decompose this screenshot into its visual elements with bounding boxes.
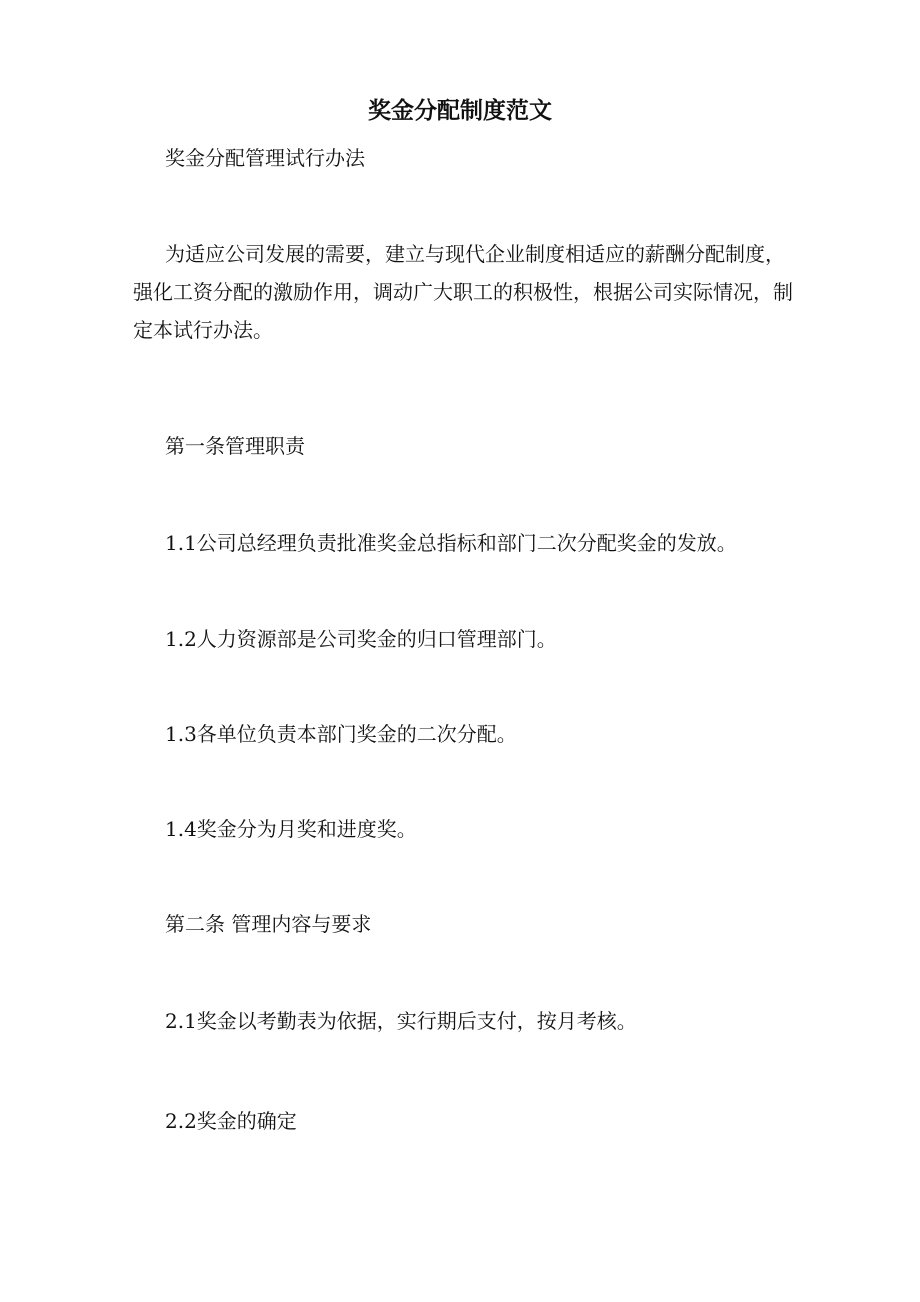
document-subtitle: 奖金分配管理试行办法 bbox=[165, 146, 365, 170]
article-1-heading: 第一条管理职责 bbox=[165, 434, 305, 458]
document-title: 奖金分配制度范文 bbox=[368, 97, 552, 124]
article-2-heading: 第二条 管理内容与要求 bbox=[165, 912, 372, 936]
intro-paragraph: 为适应公司发展的需要，建立与现代企业制度相适应的薪酬分配制度，强化工资分配的激励作用，调动广大职工的积极性，根据公司实际情况，制定本试行办法。 bbox=[133, 242, 793, 342]
article-1-item: 1.4奖金分为月奖和进度奖。 bbox=[165, 817, 417, 841]
article-1-item: 1.3各单位负责本部门奖金的二次分配。 bbox=[165, 722, 517, 746]
article-1-item: 1.2人力资源部是公司奖金的归口管理部门。 bbox=[165, 627, 557, 651]
article-1-item: 1.1公司总经理负责批准奖金总指标和部门二次分配奖金的发放。 bbox=[165, 531, 737, 555]
article-2-item: 2.1奖金以考勤表为依据，实行期后支付，按月考核。 bbox=[165, 1009, 637, 1033]
article-2-item: 2.2奖金的确定 bbox=[165, 1109, 297, 1133]
